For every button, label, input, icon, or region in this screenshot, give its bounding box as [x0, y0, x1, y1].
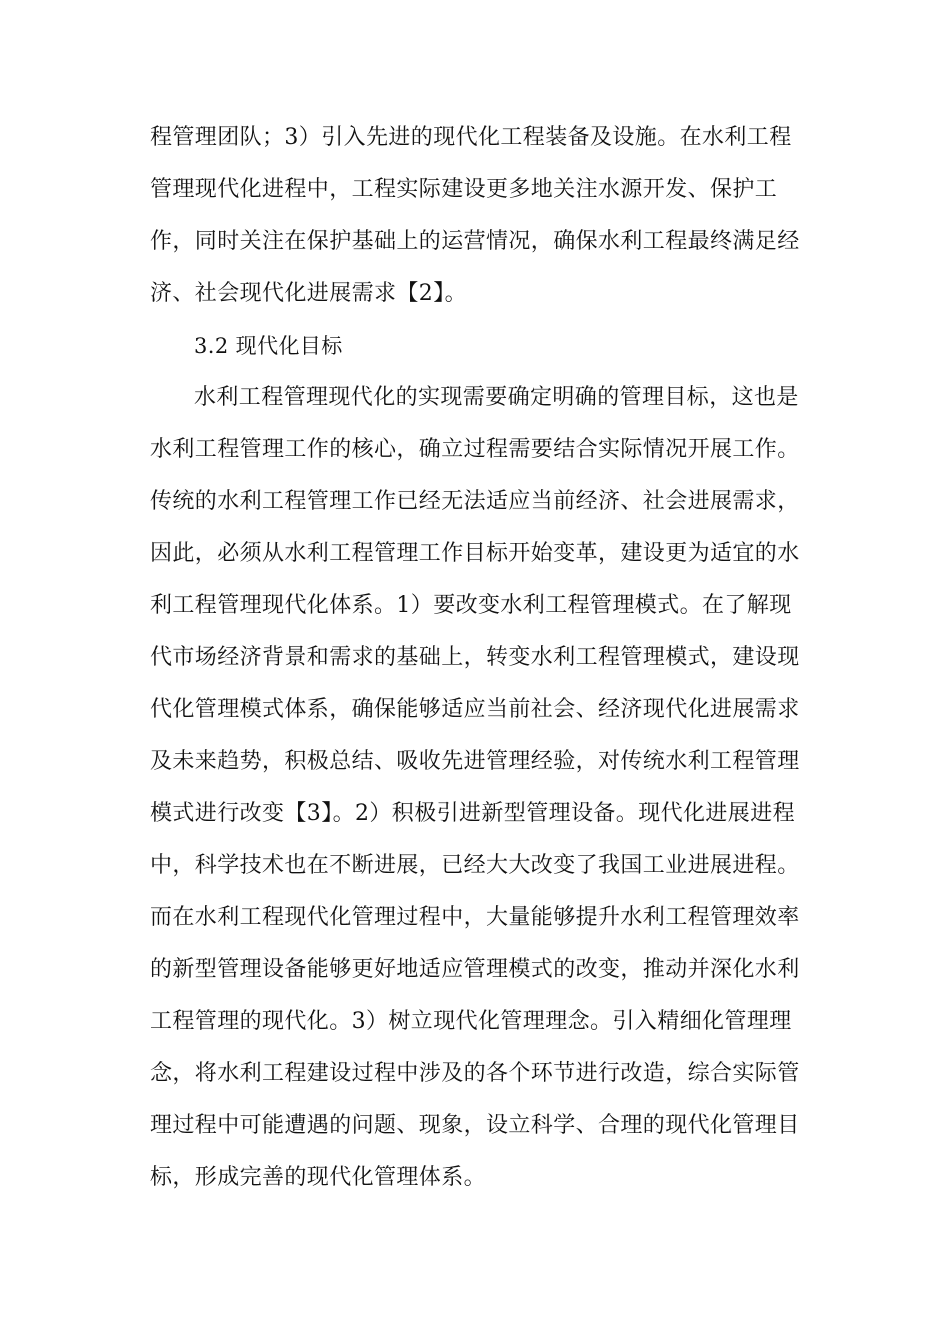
text-line: 中，科学技术也在不断进展，已经大大改变了我国工业进展进程。: [150, 853, 800, 878]
text-line: 工程管理的现代化。3）树立现代化管理理念。引入精细化管理理: [150, 1009, 792, 1034]
text-line: 利工程管理现代化体系。1）要改变水利工程管理模式。在了解现: [150, 593, 792, 618]
text-line: 水利工程管理现代化的实现需要确定明确的管理目标，这也是: [194, 385, 799, 410]
text-line: 传统的水利工程管理工作已经无法适应当前经济、社会进展需求，: [150, 489, 800, 514]
text-line: 及未来趋势，积极总结、吸收先进管理经验，对传统水利工程管理: [150, 749, 800, 774]
text-line: 济、社会现代化进展需求【2】。: [150, 281, 467, 306]
text-line: 因此，必须从水利工程管理工作目标开始变革，建设更为适宜的水: [150, 541, 800, 566]
document-page: [150, 112, 800, 1204]
body-paragraph: [150, 372, 800, 1204]
text-line: 标，形成完善的现代化管理体系。: [150, 1165, 487, 1190]
text-line: 念，将水利工程建设过程中涉及的各个环节进行改造，综合实际管: [150, 1061, 800, 1086]
text-line: 代化管理模式体系，确保能够适应当前社会、经济现代化进展需求: [150, 697, 800, 722]
text-line: 程管理团队；3）引入先进的现代化工程装备及设施。在水利工程: [150, 125, 792, 150]
text-line: 而在水利工程现代化管理过程中，大量能够提升水利工程管理效率: [150, 905, 800, 930]
text-line: 代市场经济背景和需求的基础上，转变水利工程管理模式，建设现: [150, 645, 800, 670]
section-heading: 3.2 现代化目标: [194, 334, 343, 358]
text-line: 模式进行改变【3】。2）积极引进新型管理设备。现代化进展进程: [150, 801, 795, 826]
text-line: 理过程中可能遭遇的问题、现象，设立科学、合理的现代化管理目: [150, 1113, 800, 1138]
text-line: 水利工程管理工作的核心，确立过程需要结合实际情况开展工作。: [150, 437, 800, 462]
text-line: 管理现代化进程中，工程实际建设更多地关注水源开发、保护工: [150, 177, 778, 202]
intro-paragraph: [150, 112, 800, 320]
text-line: 作，同时关注在保护基础上的运营情况，确保水利工程最终满足经: [150, 229, 800, 254]
text-line: 的新型管理设备能够更好地适应管理模式的改变，推动并深化水利: [150, 957, 800, 982]
